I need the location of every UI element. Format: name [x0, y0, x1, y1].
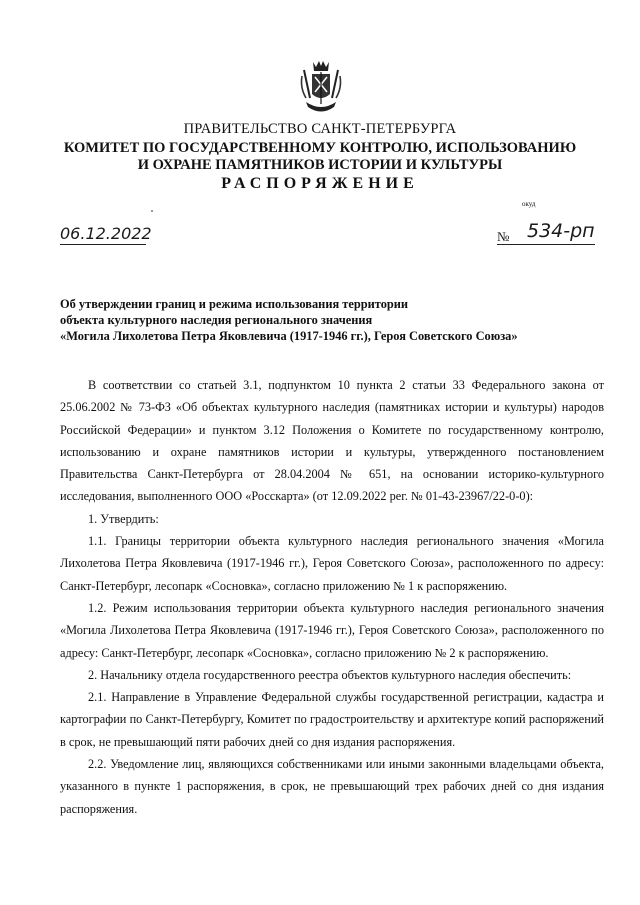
date-underline — [60, 244, 146, 245]
number-sign: № — [497, 229, 510, 244]
document-title — [60, 296, 518, 344]
title-line3: «Могила Лихолетова Петра Яковлевича (1917-1946 гг.), Героя Советского Союза» — [60, 329, 518, 343]
paragraph-2-1: 2.1. Направление в Управление Федеральной службы государственной регистрации, кадастра и картографии по Санкт-Петербургу, Комитет по градостроительству и архитектуре копий распоряжений в срок, не превышающий пяти рабочих дней со дня издания распоряжения. — [60, 690, 604, 749]
title-line1: Об утверждении границ и режима использования территории — [60, 297, 409, 311]
document-type: РАСПОРЯЖЕНИЕ — [221, 175, 419, 192]
committee-name — [0, 140, 640, 174]
paragraph-1-2: 1.2. Режим использования территории объекта культурного наследия регионального значения «Могила Лихолетова Петра Яковлевича (1917-1946 гг.), Героя Советского Союза», расположенного по адресу: Санкт-Петербург, лесопарк «Сосновка», согласно приложению № 2 к распоряжению. — [60, 600, 604, 660]
committee-name-line1: КОМИТЕТ ПО ГОСУДАРСТВЕННОМУ КОНТРОЛЮ, ИСПОЛЬЗОВАНИЮ — [63, 140, 577, 156]
preamble-paragraph: В соответствии со статьей 3.1, подпунктом 10 пункта 2 статьи 33 Федерального закона от 25.06.2002 № 73-ФЗ «Об объектах культурного наследия (памятниках истории и культуры) народов Российской Федерации» и пунктом 3.12 Положения о Комитете по государственному контролю, использованию и охране памятников истории и культуры, утвержденного постановлением Правительства Санкт-Петербурга от 28.04.2004 № 651, на основании историко-культурного исследования, выполненного ООО «Росскарта» (от 12.09.2022 рег. № 01-43-23967/22-0-0): — [60, 378, 604, 504]
government-name: ПРАВИТЕЛЬСТВО САНКТ-ПЕТЕРБУРГА — [183, 121, 457, 137]
saint-petersburg-coat-of-arms-icon — [298, 58, 344, 120]
title-line2: объекта культурного наследия регионального значения — [60, 313, 373, 327]
paragraph-1-1: 1.1. Границы территории объекта культурного наследия регионального значения «Могила Лихолетова Петра Яковлевича (1917-1946 гг.), Героя Советского Союза», расположенного по адресу: Санкт-Петербург, лесопарк «Сосновка», согласно приложению № 1 к распоряжению. — [60, 534, 604, 593]
document-number: 534-рп — [527, 220, 595, 242]
number-underline — [497, 244, 595, 245]
paragraph-2: 2. Начальнику отдела государственного реестра объектов культурного наследия обеспечить: — [88, 667, 572, 682]
document-date: 06.12.2022 — [60, 224, 152, 243]
committee-name-line2: И ОХРАНЕ ПАМЯТНИКОВ ИСТОРИИ И КУЛЬТУРЫ — [137, 157, 503, 173]
paragraph-2-2: 2.2. Уведомление лиц, являющихся собственниками или иными законными владельцами объекта, указанного в пункте 1 распоряжения, в срок, не превышающий трех рабочих дней со дня издания распоряжения. — [60, 757, 604, 816]
okud-label: окуд — [522, 200, 536, 208]
paragraph-1: 1. Утвердить: — [88, 511, 159, 526]
scan-speck — [151, 210, 153, 212]
document-body — [60, 374, 604, 820]
